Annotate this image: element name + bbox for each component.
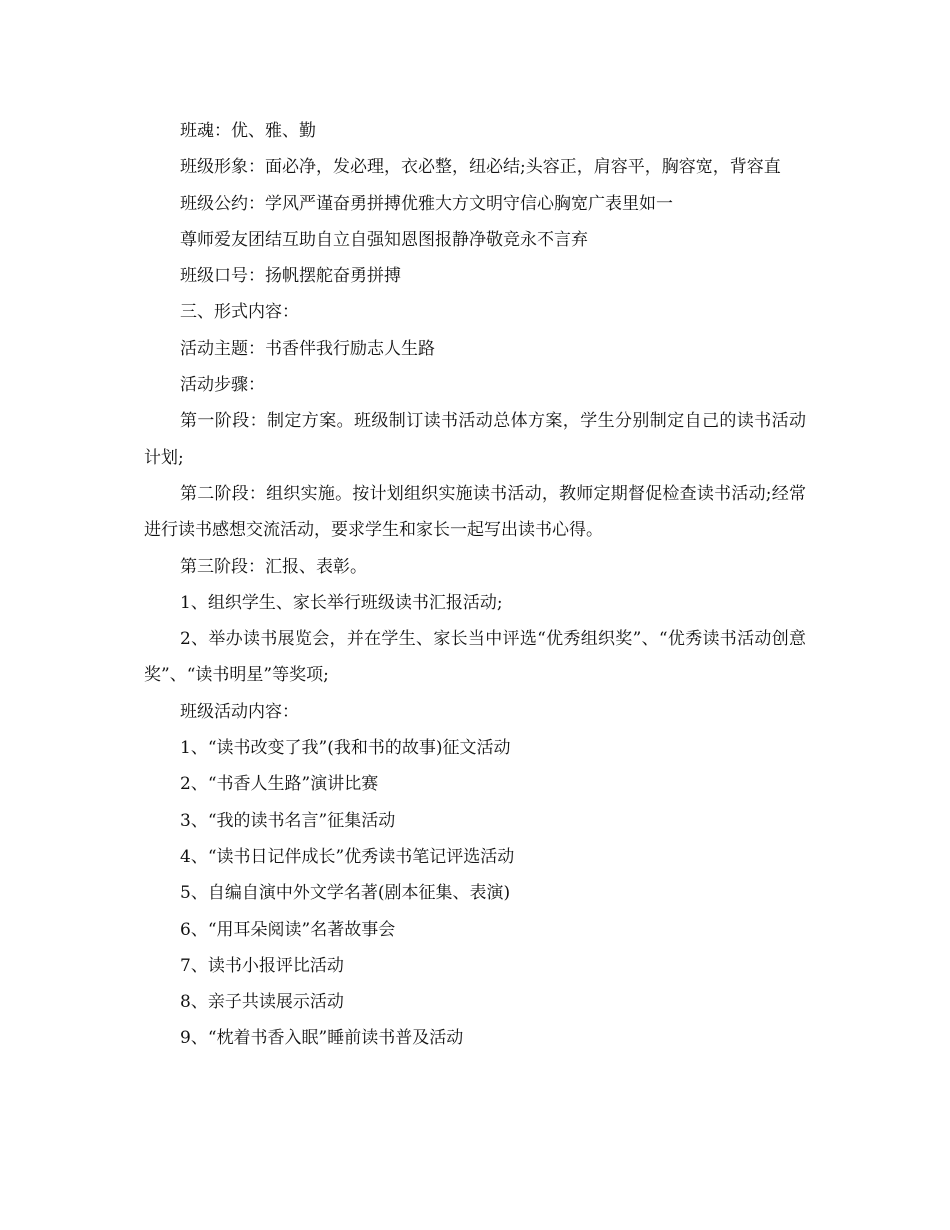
list-item-quote-collection: 3、“我的读书名言”征集活动 <box>180 810 396 831</box>
paragraph-activity-theme: 活动主题：书香伴我行励志人生路 <box>180 338 435 359</box>
list-item-speech-contest: 2、“书香人生路”演讲比赛 <box>180 774 379 795</box>
paragraph-activity-steps: 活动步骤： <box>180 375 265 396</box>
paragraph-convention-continued: 尊师爱友团结互助自立自强知恩图报静净敬竞永不言弃 <box>180 229 588 250</box>
list-item-parent-child-reading: 8、亲子共读展示活动 <box>180 992 344 1013</box>
document-body <box>144 113 806 1057</box>
list-item-drama: 5、自编自演中外文学名著(剧本征集、表演) <box>180 883 511 904</box>
paragraph-stage-one: 第一阶段：制定方案。班级制订读书活动总体方案，学生分别制定自己的读书活动计划; <box>144 411 806 468</box>
list-item-story-session: 6、“用耳朵阅读”名著故事会 <box>180 919 396 940</box>
list-item-bedtime-reading: 9、“枕着书香入眠”睡前读书普及活动 <box>180 1028 464 1049</box>
paragraph-stage-two: 第二阶段：组织实施。按计划组织实施读书活动，教师定期督促检查读书活动;经常进行读书感想交流活动，要求学生和家长一起写出读书心得。 <box>144 483 806 541</box>
paragraph-class-activities: 班级活动内容： <box>180 701 299 722</box>
list-item-exhibition: 2、举办读书展览会，并在学生、家长当中评选“优秀组织奖”、“优秀读书活动创意奖”、“读书明星”等奖项; <box>144 629 806 686</box>
paragraph-class-convention: 班级公约：学风严谨奋勇拼搏优雅大方文明守信心胸宽广表里如一 <box>180 193 673 214</box>
list-item-essay-contest: 1、“读书改变了我”(我和书的故事)征文活动 <box>180 738 511 759</box>
list-item-newspaper-contest: 7、读书小报评比活动 <box>180 955 344 976</box>
paragraph-class-slogan: 班级口号：扬帆摆舵奋勇拼搏 <box>180 266 401 287</box>
paragraph-class-soul: 班魂：优、雅、勤 <box>180 121 316 141</box>
section-heading-form-content: 三、形式内容： <box>180 302 299 323</box>
list-item-reading-notes: 4、“读书日记伴成长”优秀读书笔记评选活动 <box>180 846 515 867</box>
paragraph-class-image: 班级形象：面必净，发必理，衣必整，纽必结;头容正，肩容平，胸容宽，背容直 <box>180 157 781 178</box>
list-item-report-activity: 1、组织学生、家长举行班级读书汇报活动; <box>180 592 503 613</box>
paragraph-stage-three: 第三阶段：汇报、表彰。 <box>180 556 367 577</box>
